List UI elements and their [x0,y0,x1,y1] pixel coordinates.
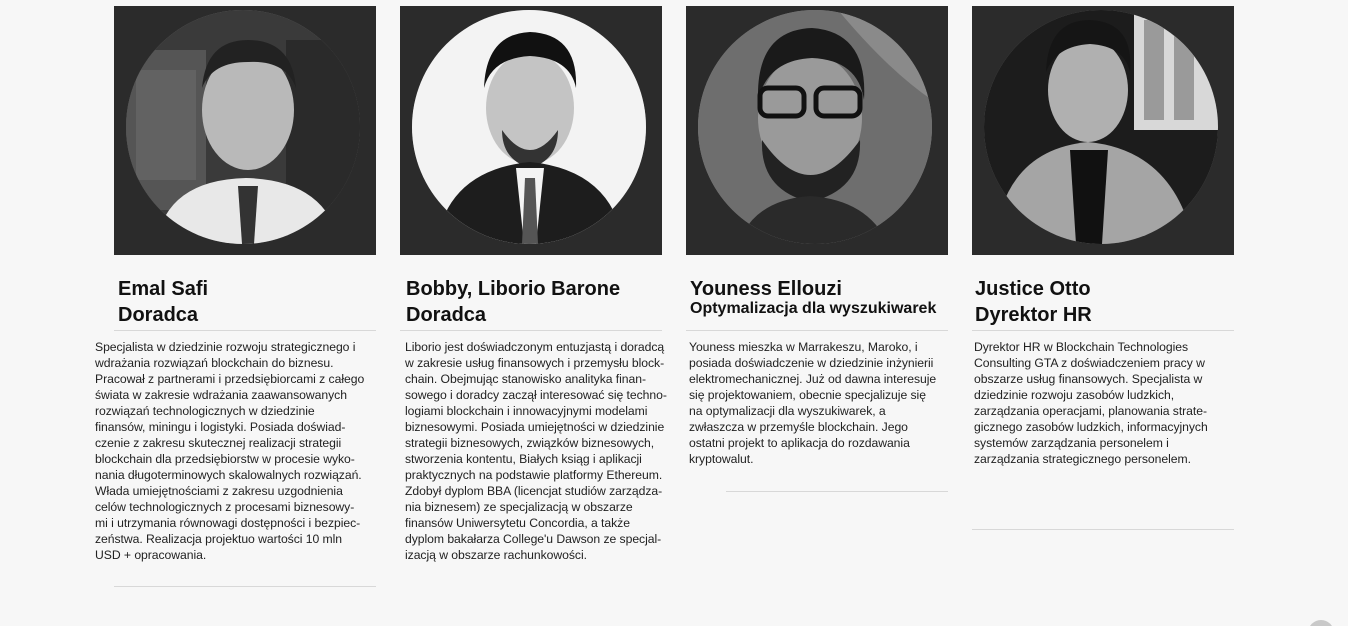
member-name: Youness Ellouzi [690,278,842,300]
divider [114,330,376,331]
divider [400,330,662,331]
divider [972,529,1234,530]
member-bio: Youness mieszka w Marrakeszu, Maroko, i posiada doświadczenie w dziedzinie inżynierii elektromechanicznej. Już od dawna interesuje się projektowaniem, obecnie specjalizuje się na optymalizacji dla wyszukiwarek, a zwłaszcza w przemyśle blockchain. Jego ostatni projekt to aplikacja do rozdawania kryptowalut. [689,340,937,466]
scroll-to-top-button[interactable] [1308,620,1334,626]
member-photo [412,10,646,244]
member-name: Bobby, Liborio Barone [406,278,621,300]
photo-frame [686,6,948,255]
member-role: Optymalizacja dla wyszukiwarek [690,300,937,317]
member-role: Doradca [406,304,487,326]
member-photo [984,10,1218,244]
member-photo [126,10,360,244]
divider [726,491,948,492]
member-name: Emal Safi [118,278,209,300]
member-role: Dyrektor HR [975,304,1092,326]
photo-frame [400,6,662,255]
divider [114,586,376,587]
member-photo [698,10,932,244]
member-name: Justice Otto [975,278,1091,300]
divider [686,330,948,331]
member-bio: Dyrektor HR w Blockchain Technologies Consulting GTA z doświadczeniem pracy w obszarze usług finansowych. Specjalista w dziedzinie rozwoju zasobów ludzkich, zarządzania operacjami, planowania strate- gicznego zasobów ludzkich, informacyjnych systemów zarządzania personelem i zarządzania strategicznego personelem. [974,340,1208,466]
photo-frame [972,6,1234,255]
member-bio: Liborio jest doświadczonym entuzjastą i doradcą w zakresie usług finansowych i przemysłu block- chain. Obejmując stanowisko analityka finan- sowego i doradcy zaczął interesować się techno- logiami blockchain i innowacyjnymi modelami biznesowymi. Posiada umiejętności w dziedzinie strategii biznesowych, związków biznesowych, stworzenia kontentu, Białych ksiąg i aplikacji praktycznych na podstawie platformy Ethereum. Zdobył dyplom BBA (licencjat studiów zarządza- nia biznesem) ze specjalizacją w obszarze finansów Uniwersytetu Concordia, a także dyplom bakałarza College'u Dawson ze specjal- izacją w obszarze rachunkowości. [405,340,667,562]
divider [972,330,1234,331]
photo-frame [114,6,376,255]
member-role: Doradca [118,304,199,326]
member-bio: Specjalista w dziedzinie rozwoju strategicznego i wdrażania rozwiązań blockchain do biznesu. Pracował z partnerami i przedsiębiorcami z całego świata w zakresie wdrażania zaawansowanych rozwiązań technologicznych w dziedzinie finansów, miningu i logistyki. Posiada doświad- czenie z zakresu skutecznej realizacji strategii blockchain dla przedsiębiorstw w procesie wyko- nania długoterminowych skalowalnych rozwiązań. Włada umiejętnościami z zakresu uzgodnienia celów technologicznych z procesami biznesowy- mi i utrzymania równowagi dostępności i bezpiec- zeństwa. Realizacja projektuo wartości 10 mln USD + opracowania. [95,340,365,562]
